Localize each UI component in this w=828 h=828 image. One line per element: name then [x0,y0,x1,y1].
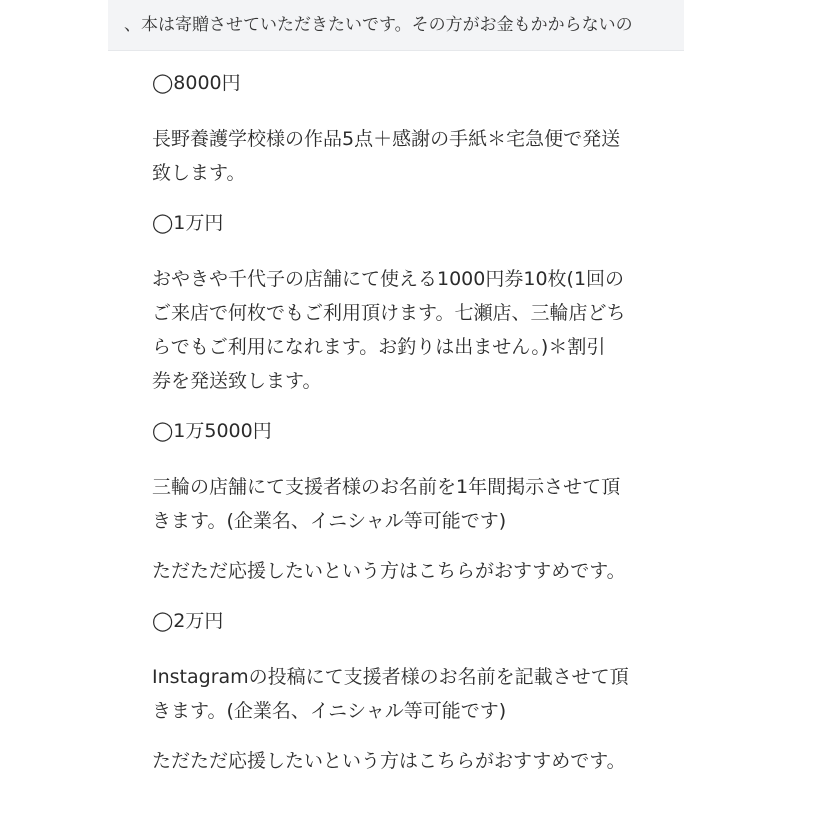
tier-15000 [152,416,672,588]
tier-10000 [152,208,672,398]
tier-title: ◯2万円 [152,610,224,632]
tier-20000 [152,606,672,778]
description-line: 三輪の店舗にて支援者様のお名前を1年間掲示させて頂 [152,476,621,498]
description-line: らでもご利用になれます。お釣りは出ません。)＊割引 [152,336,606,358]
description-line: きます。(企業名、イニシャル等可能です) [152,700,507,722]
tier-description [152,122,672,190]
tier-description [152,262,672,398]
description-line: 券を発送致します。 [152,370,322,392]
tier-description [152,470,672,538]
tier-title: ◯1万円 [152,212,224,234]
tier-note [152,554,672,588]
tier-title: ◯1万5000円 [152,420,272,442]
tier-8000 [152,68,672,190]
description-line: ご来店で何枚でもご利用頂けます。七瀬店、三輪店どち [152,302,626,324]
tier-note [152,744,672,778]
description-line: Instagramの投稿にて支援者様のお名前を記載させて頂 [152,666,629,688]
banner-text: 、本は寄贈させていただきたいです。その方がお金もかからないの [124,15,633,35]
reward-list [152,68,672,778]
top-banner [108,0,684,51]
tier-title: ◯8000円 [152,72,241,94]
note-line: ただただ応援したいという方はこちらがおすすめです。 [152,750,626,772]
description-line: おやきや千代子の店舗にて使える1000円券10枚(1回の [152,268,625,290]
description-line: きます。(企業名、イニシャル等可能です) [152,510,507,532]
note-line: ただただ応援したいという方はこちらがおすすめです。 [152,560,626,582]
description-line: 致します。 [152,162,246,184]
tier-description [152,660,672,728]
description-line: 長野養護学校様の作品5点＋感謝の手紙＊宅急便で発送 [152,128,621,150]
